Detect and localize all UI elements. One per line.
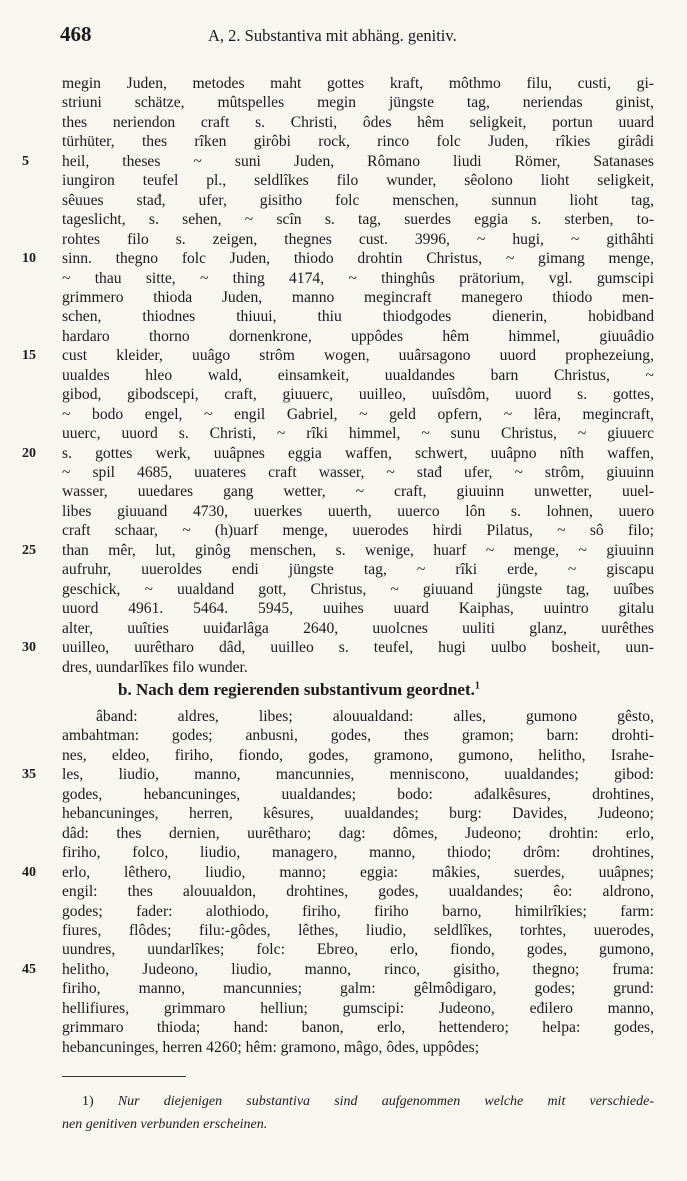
line-text: hellifiures, grimmaro helliun; gumscipi: Judeono, eđilero manno, [62, 999, 654, 1017]
line-text: ~ spil 4685, uuateres craft wasser, ~ stađ ufer, ~ strôm, giuuinn [62, 464, 654, 481]
line-text: uuilleo, uurêtharo dâd, uuilleo s. teufel, hugi uulbo bosheit, uun- [62, 639, 654, 657]
line-text: than mêr, lut, ginôg menschen, s. wenige, huarf ~ menge, ~ giuuinn [62, 541, 654, 559]
line-text: sêuues stađ, ufer, gisitho folc menschen, sunnun lioht tag, [62, 191, 654, 209]
line-text: firiho, folco, liudio, managero, manno, thiodo; drôm: drohtines, [62, 844, 654, 862]
line-number: 45 [22, 961, 36, 977]
line-text: rohtes filo s. zeigen, thegnes cust. 3996, ~ hugi, ~ githâhti [62, 230, 654, 248]
footnote-reference: 1 [474, 680, 480, 692]
line-text: helitho, Judeono, liudio, manno, rinco, gisitho, thegno; fruma: [62, 960, 654, 978]
footnote-line-2: nen genitiven verbunden erscheinen. [62, 1117, 268, 1132]
line-text: fiures, flôdes; filu:-gôdes, lêthes, liudio, seldlîkes, torhtes, uuerodes, [62, 921, 654, 939]
line-text: firiho, manno, mancunnies; galm: gêlmôdigaro, godes; grund: [62, 980, 654, 998]
line-text: tageslicht, s. sehen, ~ scîn s. tag, suerdes eggia s. sterben, to- [62, 211, 654, 229]
line-text: hebancuninges, herren 4260; hêm: gramono, mâgo, ôdes, uppôdes; [62, 1038, 480, 1056]
line-text: ~ bodo engel, ~ engil Gabriel, ~ geld opfern, ~ lêra, megincraft, [62, 405, 654, 423]
line-text: heil, theses ~ suni Juden, Rômano liudi Römer, Satanases [62, 152, 654, 170]
line-number: 25 [22, 542, 36, 558]
line-number: 15 [22, 348, 36, 364]
line-text: engil: thes alouualdon, drohtines, godes, uualdandes; êo: aldrono, [62, 883, 654, 901]
line-number: 20 [22, 445, 36, 461]
line-text: grimmaro thioda; hand: banon, erlo, hettendero; helpa: godes, [62, 1019, 654, 1037]
line-text: schen, thiodnes thiuui, thiu thiodgodes dienerin, hobidband [62, 308, 654, 326]
text-line [0, 1036, 687, 1060]
line-text: iungiron teufel pl., seldlîkes filo wunder, sêolono lioht seligkeit, [62, 172, 654, 190]
line-text: s. gottes werk, uuâpnes eggia waffen, schwert, uuâpno nîth waffen, [62, 444, 654, 462]
section-b-heading-text: b. Nach dem regierenden substantivum geordnet. [118, 680, 475, 699]
line-number: 40 [22, 864, 36, 880]
line-text: erlo, lêthero, liudio, manno; eggia: mâkies, suerdes, uuâpnes; [62, 863, 654, 881]
running-title: A, 2. Substantiva mit abhäng. genitiv. [208, 26, 457, 45]
page-header [60, 22, 650, 52]
line-number: 10 [22, 251, 36, 267]
line-text: hebancuninges, herren, kêsures, uualdandes; burg: Davides, Judeono; [62, 805, 654, 823]
line-text: uuerc, uuord s. Christi, ~ rîki himmel, ~ sunu Christus, ~ giuuerc [62, 425, 654, 443]
line-text: les, liudio, manno, mancunnies, menniscono, uualdandes; gibod: [62, 766, 654, 784]
footnote-rule [62, 1076, 186, 1077]
line-text: striuni schätze, mûtspelles megin jüngste tag, neriendas ginist, [62, 94, 654, 112]
line-text: uuord 4961. 5464. 5945, uuihes uuard Kaiphas, uuintro gitalu [62, 600, 654, 618]
line-text: godes; fader: alothiodo, firiho, firiho barno, himilrîkies; farm: [62, 902, 654, 920]
line-text: ambahtman: godes; anbusni, godes, thes gramon; barn: drohti- [62, 727, 654, 745]
line-text: wasser, uuedares gang wetter, ~ craft, giuuinn unwetter, uuel- [62, 483, 654, 501]
section-b-heading [118, 680, 480, 700]
line-text: dâd: thes dernien, uurêtharo; dag: dômes, Judeono; drohtin: erlo, [62, 824, 654, 842]
footnote-mark: 1) [82, 1094, 94, 1109]
line-text: türhüter, thes rîken girôbi rock, rinco folc Juden, rîkies girâdi [62, 133, 654, 151]
footnote-text-1: Nur diejenigen substantiva sind aufgenommen welche mit verschiede- [117, 1094, 655, 1109]
line-text: nes, eldeo, firiho, fiondo, godes, gramono, gumono, helitho, Israhe- [62, 746, 654, 764]
line-text: megin Juden, metodes maht gottes kraft, môthmo filu, custi, gi- [62, 75, 654, 92]
line-text: geschick, ~ uualdand gott, Christus, ~ giuuand jüngste tag, uuîbes [62, 580, 654, 598]
footnote-line-1 [82, 1090, 654, 1113]
line-text: gibod, gibodscepi, craft, giuuerc, uuilleo, uuîsdôm, uuord s. gottes, [62, 386, 654, 404]
line-number: 30 [22, 640, 36, 656]
line-text: aufruhr, uueroldes endi jüngste tag, ~ rîki erde, ~ giscapu [62, 561, 654, 579]
line-text: âband: aldres, libes; alouualdand: alles, gumono gêsto, [96, 708, 654, 725]
text-line [0, 656, 687, 680]
line-text: dres, uundarlîkes filo wunder. [62, 658, 248, 676]
line-number: 35 [22, 767, 36, 783]
line-text: godes, hebancuninges, uualdandes; bodo: ađalkêsures, drohtines, [62, 785, 654, 803]
line-text: craft schaar, ~ (h)uarf menge, uuerodes hirdi Pilatus, ~ sô filo; [62, 522, 654, 540]
line-text: grimmero thioda Juden, manno megincraft manegero thiodo men- [62, 288, 654, 306]
line-text: thes neriendon craft s. Christi, ôdes hêm seligkeit, portun uuard [62, 113, 654, 131]
line-text: ~ thau sitte, ~ thing 4174, ~ thinghûs prätorium, vgl. gumscipi [62, 269, 654, 287]
line-text: sinn. thegno folc Juden, thiodo drohtin Christus, ~ gimang menge, [62, 250, 654, 268]
line-text: hardaro thorno dornenkrone, uppôdes hêm himmel, giuuâdio [62, 327, 654, 345]
line-text: uundres, uundarlîkes; folc: Ebreo, erlo, fiondo, godes, gumono, [62, 941, 654, 959]
line-text: cust kleider, uuâgo strôm wogen, uuârsagono uuord prophezeiung, [62, 347, 654, 365]
line-number: 5 [22, 153, 29, 169]
line-text: uualdes hleo wald, einsamkeit, uualdandes barn Christus, ~ [62, 366, 654, 384]
line-text: libes giuuand 4730, uuerkes uuerth, uuerco lôn s. lohnen, uuero [62, 502, 654, 520]
line-text: alter, uuîties uuiđarlâga 2640, uuolcnes uuliti glanz, uurêthes [62, 619, 654, 637]
page-number: 468 [60, 22, 92, 46]
